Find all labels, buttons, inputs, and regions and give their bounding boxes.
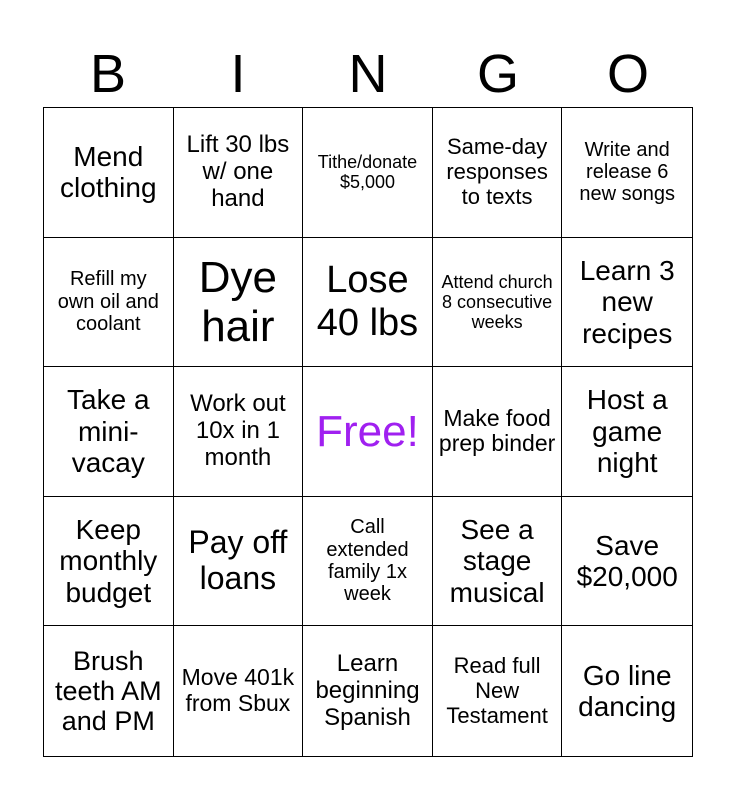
header-letter-g: G bbox=[476, 44, 519, 104]
bingo-cell: Mend clothing bbox=[44, 108, 174, 238]
bingo-cell: Read full New Testament bbox=[433, 626, 563, 756]
bingo-cell: See a stage musical bbox=[433, 497, 563, 627]
bingo-cell: Brush teeth AM and PM bbox=[44, 626, 174, 756]
bingo-cell: Lift 30 lbs w/ one hand bbox=[174, 108, 304, 238]
free-space: Free! bbox=[303, 367, 433, 497]
bingo-cell: Go line dancing bbox=[578, 659, 677, 723]
bingo-cell: Same-day responses to texts bbox=[433, 108, 563, 238]
bingo-cell: Pay off loans bbox=[174, 497, 304, 627]
bingo-cell: Learn beginning Spanish bbox=[303, 626, 433, 756]
bingo-cell: Move 401k from Sbux bbox=[174, 626, 304, 756]
bingo-header bbox=[43, 40, 693, 108]
bingo-cell: Learn 3 new recipes bbox=[562, 238, 692, 368]
bingo-board bbox=[43, 107, 693, 757]
bingo-cell: Take a mini-vacay bbox=[44, 367, 174, 497]
bingo-cell: Host a game night bbox=[562, 367, 692, 497]
bingo-cell: Keep monthly budget bbox=[44, 497, 174, 627]
header-letter-b: B bbox=[89, 44, 127, 104]
bingo-cell: Call extended family 1x week bbox=[303, 497, 433, 627]
bingo-cell: Make food prep binder bbox=[433, 367, 563, 497]
header-letter-n: N bbox=[348, 44, 388, 104]
bingo-cell: Dye hair bbox=[174, 238, 304, 368]
bingo-cell: Attend church 8 consecutive weeks bbox=[433, 238, 563, 368]
bingo-cell: Tithe/donate $5,000 bbox=[303, 108, 433, 238]
bingo-cell: Save $20,000 bbox=[562, 497, 692, 627]
bingo-cell: Refill my own oil and coolant bbox=[44, 238, 174, 368]
header-letter-o: O bbox=[606, 44, 649, 104]
bingo-cell: Work out 10x in 1 month bbox=[174, 367, 304, 497]
bingo-cell: Lose 40 lbs bbox=[303, 238, 433, 368]
bingo-cell: Write and release 6 new songs bbox=[562, 108, 692, 238]
header-letter-i: I bbox=[230, 44, 246, 104]
